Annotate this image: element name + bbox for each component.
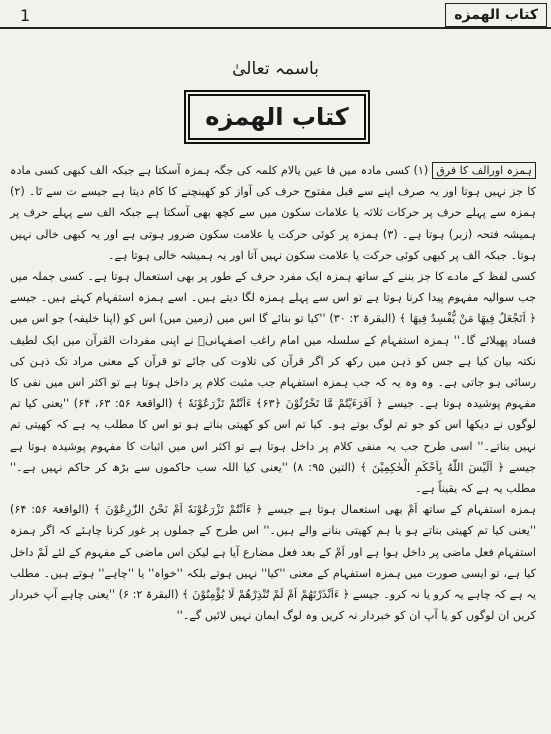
- section-heading: ہمزہ اورالف کا فرق: [432, 162, 536, 179]
- paragraph: ہمزہ استفہام کے ساتھ اَمْ بھی استعمال ہوتا ہے جیسے ﴿ ءَاَنْتُمْ تَزْرَعُوْنَهٗ اَمْ نَحْنُ الزّٰرِعُوْنَ ﴾ (الواقعۃ ۵۶: ۶۴) ''یعنی کیا تم کھیتی بناتے ہو یا ہم کھیتی بنانے والے ہیں۔'' اس طرح کے جملوں پر غور کرنا چاہئے کہ اگر ہمزہ استفہام فعل ماضی پر داخل ہوا ہے اور اَمْ کے بعد فعل مضارع آیا ہے لیکن اس ماضی کے مفہوم کے لئے لَمْ داخل کیا ہے، تو ایسی صورت میں ہمزہ استفہام کے معنی ''کیا'' نہیں ہوتے بلکہ ''خواہ'' یا ''چاہے'' ہوتے ہیں۔ مطلب یہ ہے کہ چاہے یہ کرو یا نہ کرو۔ جیسے ﴿ ءَاَنْذَرْتَهُمْ اَمْ لَمْ تُنْذِرْهُمْ لَا يُؤْمِنُوْنَ ﴾ (البقرۃ ۲: ۶) ''یعنی چاہے آپ خبردار کریں ان لوگوں کو یا آپ ان کو خبردار نہ کریں وہ لوگ ایمان نہیں لائیں گے۔'': [10, 503, 537, 623]
- bismihi-heading: باسمہ تعالیٰ: [232, 59, 319, 79]
- paragraph: [10, 160, 536, 266]
- body-text: [10, 160, 536, 626]
- page-number: 1: [20, 6, 31, 25]
- paragraph: کسی لفظ کے مادے کا جز بننے کے ساتھ ہمزہ ایک مفرد حرف کے طور پر بھی استعمال ہوتا ہے۔ کسی جملہ میں جب سوالیہ مفہوم پیدا کرنا ہوتا ہے تو اس سے پہلے ہمزہ لگا دیتے ہیں۔ اسے ہمزہ استفہام کہتے ہیں۔ جیسے ﴿ اَتَجْعَلُ فِيهَا مَنْ يُّفْسِدُ فِيهَا ﴾ (البقرۃ ۲: ۳۰) ''کیا تو بنائے گا اس میں (زمین میں) اس کو (اپنا خلیفہ) جو اس میں فساد پھیلائے گا۔'' ہمزہ استفہام کے سلسلہ میں امام راغب اصفہانیؒ نے اپنی مفردات القرآن میں ایک لطیف نکتہ بیان کیا ہے جس کو ذہن میں رکھ کر اگر قرآن کی تلاوت کی جائے تو قرآن کے معنی مراد تک ذہن کی رسائی ہو جاتی ہے۔ وہ وہ یہ کہ جب ہمزہ استفہام جب مثبت کلام پر داخل ہوتا ہے تو اکثر اس میں نفی کا مفہوم پوشیدہ ہوتا ہے۔ جیسے ﴿ اَفَرَءَيْتُمْ مَّا تَحْرُثُوْنَ ﴿۶۳﴾ ءَاَنْتُمْ تَزْرَعُوْنَهٗ ﴾ (الواقعۃ ۵۶: ۶۳، ۶۴) ''یعنی کیا تم لوگوں نے دیکھا اس کو جو تم لوگ بوتے ہو۔ کیا تم اس کو کھیتی بناتے ہو تو اس کا مطلب یہ ہے کہ کھیتی تم نہیں بناتے۔'' اسی طرح جب یہ منفی کلام پر داخل ہوتا ہے تو اکثر اس میں اثبات کا مفہوم پوشیدہ ہوتا ہے جیسے ﴿ اَلَيْسَ اللّٰهُ بِاَحْكَمِ الْحٰكِمِيْنَ ﴾ (التین ۹۵: ۸) ''یعنی کیا اللہ سب حاکموں سے بڑھ کر حاکم نہیں ہے۔'' مطلب یہ ہے کہ یقیناً ہے۔: [10, 270, 537, 496]
- chapter-title: كتاب الهمزه: [188, 94, 366, 140]
- paragraph-text: (۱) کسی مادہ میں فا عین یالام کلمہ کی جگہ ہمزہ آسکتا ہے جبکہ الف کبھی کسی مادہ کا جز نہیں ہوتا اور یہ صرف اپنے سے قبل مفتوح حرف کی آواز کو کھینچنے کا کام دیتا ہے جیسے ت سے تَا۔ (۲) ہمزہ سے پہلے حرف پر حرکات ثلاثہ یا علامات سکون میں سے کچھ بھی آسکتا ہے جبکہ الف سے پہلے حرف پر ہمیشہ فتحہ (زبر) ہوتا ہے۔ (۳) ہمزہ پر کوئی حرکت یا علامت سکون ضرور ہوتی ہے اور یہ کبھی خالی نہیں ہوتا۔ جبکہ الف پر کبھی کوئی حرکت یا علامت سکون نہیں آتا اور یہ ہمیشہ خالی ہوتا ہے۔: [10, 164, 536, 262]
- header-rule: [0, 27, 551, 29]
- running-title: كتاب الهمزه: [445, 3, 547, 27]
